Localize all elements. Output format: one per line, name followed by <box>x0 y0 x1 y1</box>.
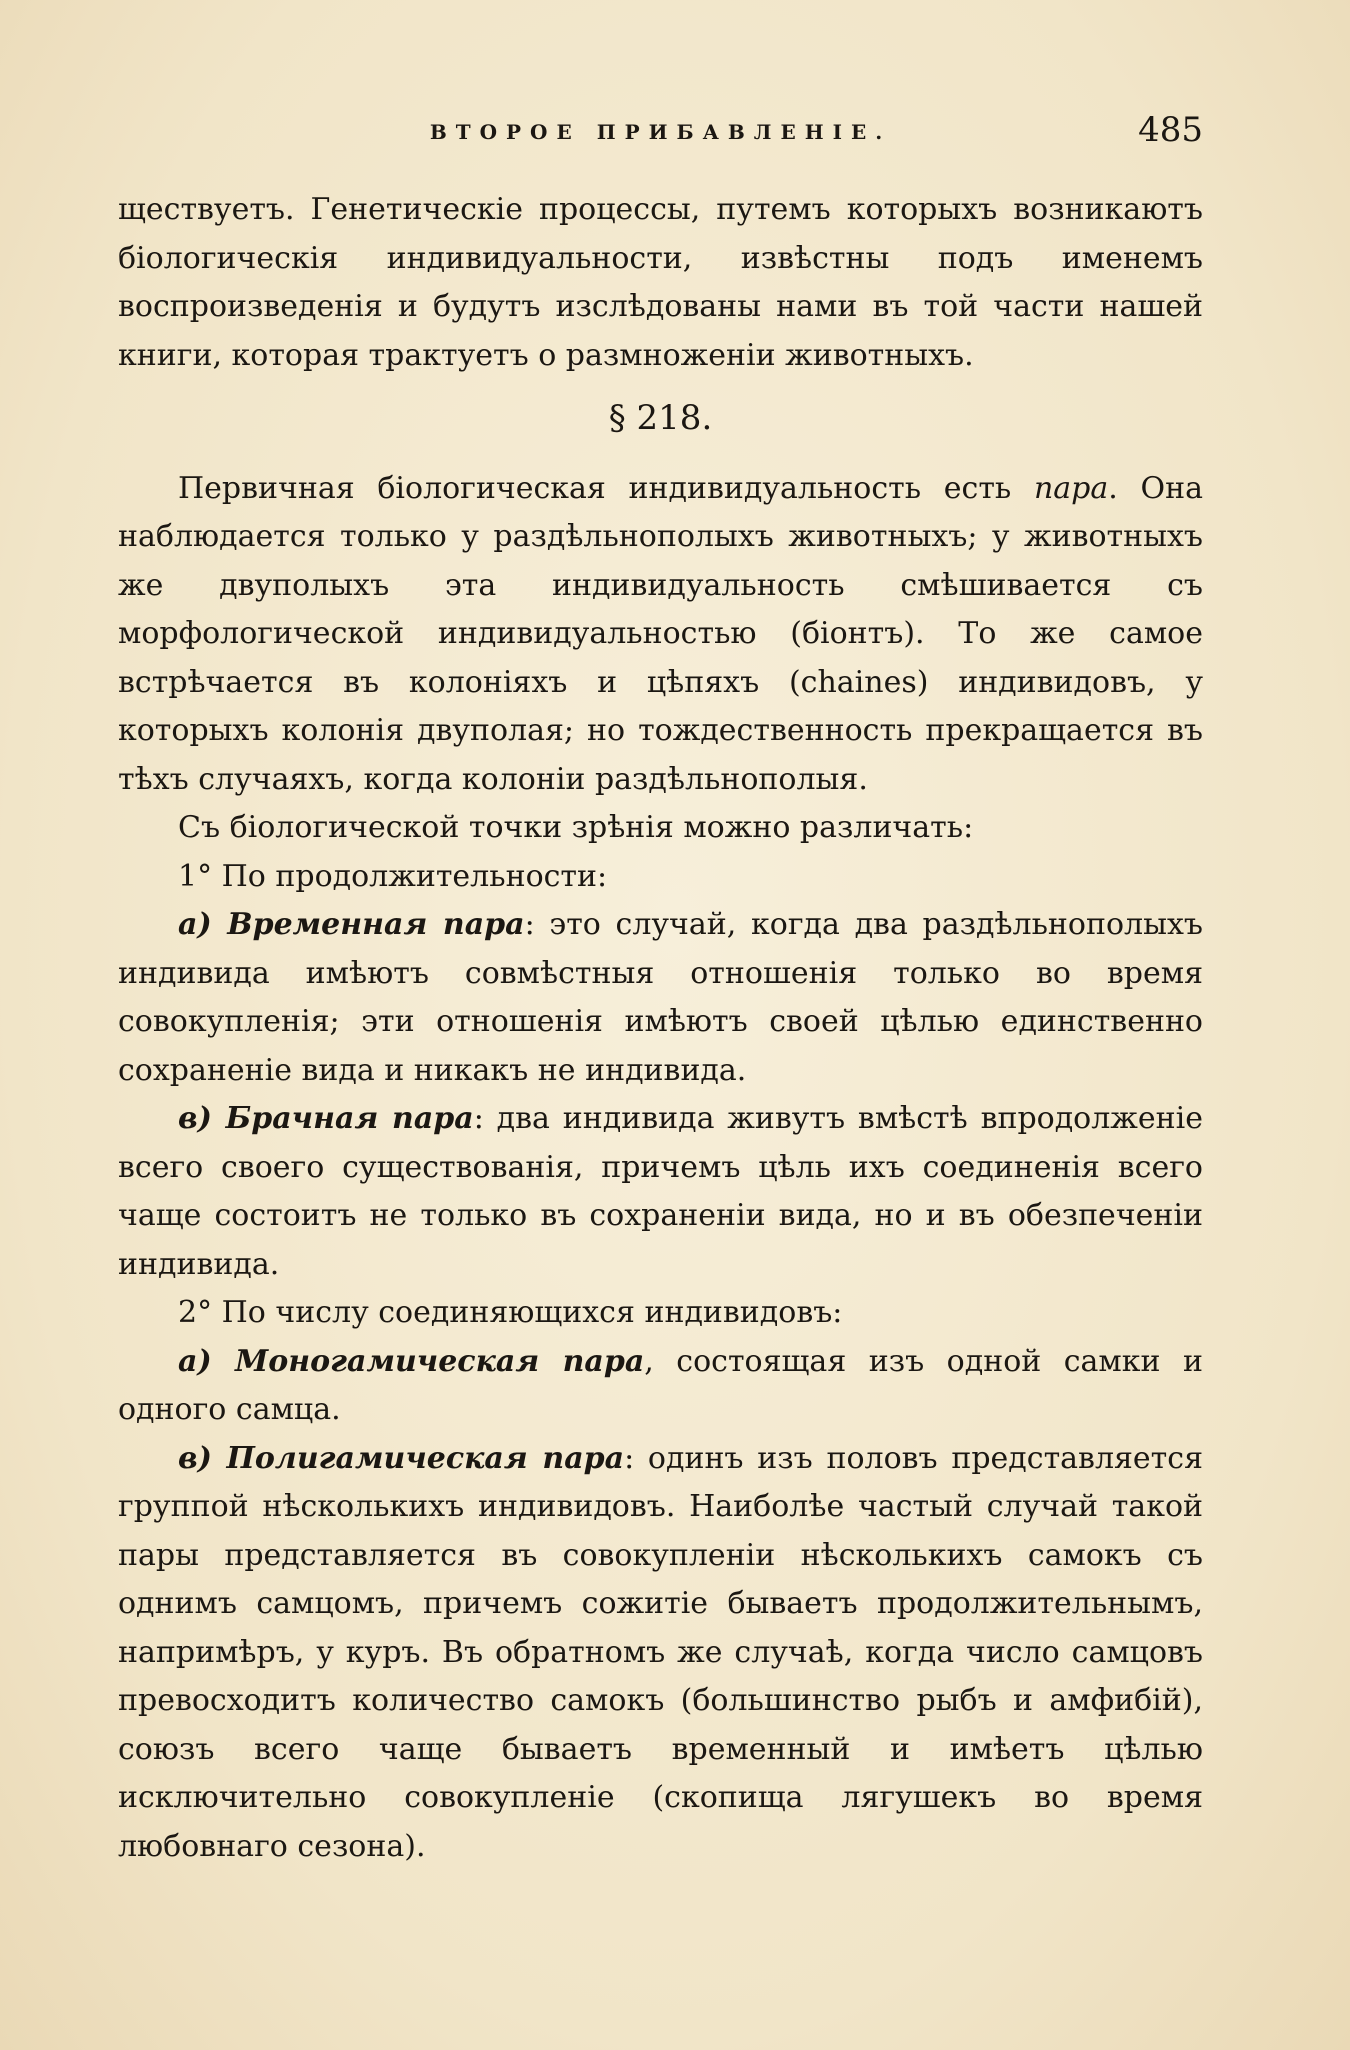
item-text: : это случай, когда два раздѣльнополыхъ индивида имѣютъ совмѣстныя отношенія только во время совокупленія; эти отношенія имѣютъ своей цѣлью единственно сохраненіе вида и никакъ не индивида. <box>118 907 1203 1088</box>
item-label: а) Моногамическая пара <box>178 1343 645 1379</box>
text-run: . Она наблюдается только у раздѣльнополыхъ животныхъ; у животныхъ же двуполыхъ эта индивидуальность смѣшивается съ морфологической индивидуальностью (біонтъ). То же самое встрѣчается въ колоніяхъ и цѣпяхъ (chaines) индивидовъ, у которыхъ колонія двуполая; но тождественность прекращается въ тѣхъ случаяхъ, когда колоніи раздѣльнополыя. <box>118 470 1203 797</box>
paragraph-number-heading: 2° По числу соединяющихся индивидовъ: <box>178 1295 843 1330</box>
item-text: : одинъ изъ половъ представляется группой нѣсколькихъ индивидовъ. Наиболѣе частый случай такой пары представляется въ совокупленіи нѣсколькихъ самокъ съ однимъ самцомъ, причемъ сожитіе бываетъ продолжительнымъ, напримѣръ, у куръ. Въ обратномъ же случаѣ, когда число самцовъ превосходитъ количество самокъ (большинство рыбъ и амфибій), союзъ всего чаще бываетъ временный и имѣетъ цѣлью исключительно совокупленіе (скопища лягушекъ во время любовнаго сезона). <box>118 1440 1204 1864</box>
item-label: в) Брачная пара <box>178 1101 474 1136</box>
page-number: 485 <box>1138 110 1203 150</box>
paragraph-classification-intro: Съ біологической точки зрѣнія можно различать: <box>178 810 974 845</box>
section-heading: § 218. <box>608 398 713 438</box>
item-label: а) Временная пара <box>178 907 525 942</box>
item-polygamous-pair <box>118 1435 1203 1872</box>
paragraph-pair-definition <box>118 465 1203 805</box>
item-marital-pair <box>118 1095 1203 1289</box>
paragraph-continuation: ществуетъ. Генетическіе процессы, путемъ которыхъ возникаютъ біологическія индивидуальности, извѣстны подъ именемъ воспроизведенія и будутъ изслѣдованы нами въ той части нашей книги, которая трактуетъ о размноженіи животныхъ. <box>118 192 1203 373</box>
term-para: пара <box>1033 470 1109 506</box>
item-text: : два индивида живутъ вмѣстѣ впродолженіе всего своего существованія, причемъ цѣль ихъ соединенія всего чаще состоитъ не только въ сохраненіи вида, но и въ обезпеченіи индивида. <box>118 1101 1204 1282</box>
page-body <box>118 186 1203 1871</box>
running-head: ВТОРОЕ ПРИБАВЛЕНІЕ. <box>429 120 892 144</box>
item-temporary-pair <box>118 901 1203 1095</box>
text-run: Первичная біологическая индивидуальность есть <box>178 470 1034 506</box>
item-label: в) Полигамическая пара <box>178 1440 625 1476</box>
paragraph-duration-heading: 1° По продолжительности: <box>178 858 608 894</box>
item-monogamous-pair <box>118 1338 1203 1435</box>
item-text: , состоящая изъ одной самки и одного самца. <box>118 1343 1203 1427</box>
page-header <box>118 108 1203 158</box>
